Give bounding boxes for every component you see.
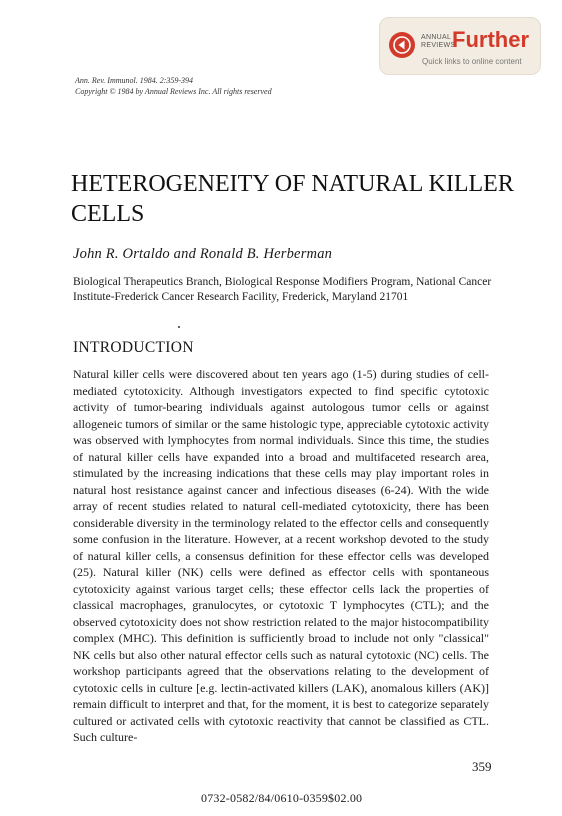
stray-dot-mark (178, 326, 180, 328)
badge-annual-reviews-label: ANNUAL REVIEWS (421, 34, 456, 49)
badge-further-label: Further (452, 27, 529, 52)
badge-subtitle: Quick links to online content (422, 57, 522, 66)
footer-article-code: 0732-0582/84/0610-0359$02.00 (201, 791, 363, 805)
author-affiliation: Biological Therapeutics Branch, Biological Response Modifiers Program, National Cancer Institute-Frederick Cancer Research Facility, Frederick, Maryland 21701 (73, 276, 492, 303)
annual-reviews-further-badge[interactable] (379, 17, 541, 75)
page-number: 359 (472, 759, 492, 774)
play-back-arrow-icon (389, 32, 415, 58)
article-title (71, 169, 562, 229)
title-text: HETEROGENEITY OF NATURAL KILLER CELLS (71, 171, 514, 227)
citation-line-2: Copyright © 1984 by Annual Reviews Inc. All rights reserved (75, 87, 272, 96)
journal-citation (75, 75, 272, 97)
section-heading-introduction: INTRODUCTION (73, 339, 194, 356)
article-authors: John R. Ortaldo and Ronald B. Herberman (73, 246, 333, 262)
introduction-body-text: Natural killer cells were discovered about ten years ago (1-5) during studies of cell-mediated cytotoxicity. Although investigators expected to find specific cytotoxic activity of tumor-bearing individuals against autologous tumor cells or against allogeneic tumors of similar or the same histologic type, appreciable cytotoxic activity was observed with lymphocytes from normal individuals. Since this time, the studies of natural killer cells have expanded into a broad and multifaceted research area, stimulated by the increasing indications that these cells may play important roles in natural host resistance against cancer and infectious diseases (6-24). With the wide array of recent studies related to natural cell-mediated cytotoxicity, there has been considerable diversity in the terminology related to the effector cells and consequently some confusion in the literature. However, at a recent workshop devoted to the study of natural killer cells, a consensus definition for these effector cells was developed (25). Natural killer (NK) cells were defined as effector cells with spontaneous cytotoxicity against various target cells; these effector cells lack the properties of classical macrophages, granulocytes, or cytotoxic T lymphocytes (CTL); and the observed cytotoxicity does not show restriction related to the major histocompatibility complex (MHC). This definition is sufficiently broad to include not only "classical" NK cells but also other natural effector cells such as natural cytotoxic (NC) cells. The workshop participants agreed that the observations relating to the development of cytotoxic cells in culture [e.g. lectin-activated killers (LAK), anomalous killers (AK)] remain difficult to interpret and that, for the moment, it is best to categorize separately cultured or activated cells with cytotoxic reactivity that cannot be classified as CTL. Such culture- (73, 367, 489, 744)
citation-line-1: Ann. Rev. Immunol. 1984. 2:359-394 (75, 76, 194, 85)
